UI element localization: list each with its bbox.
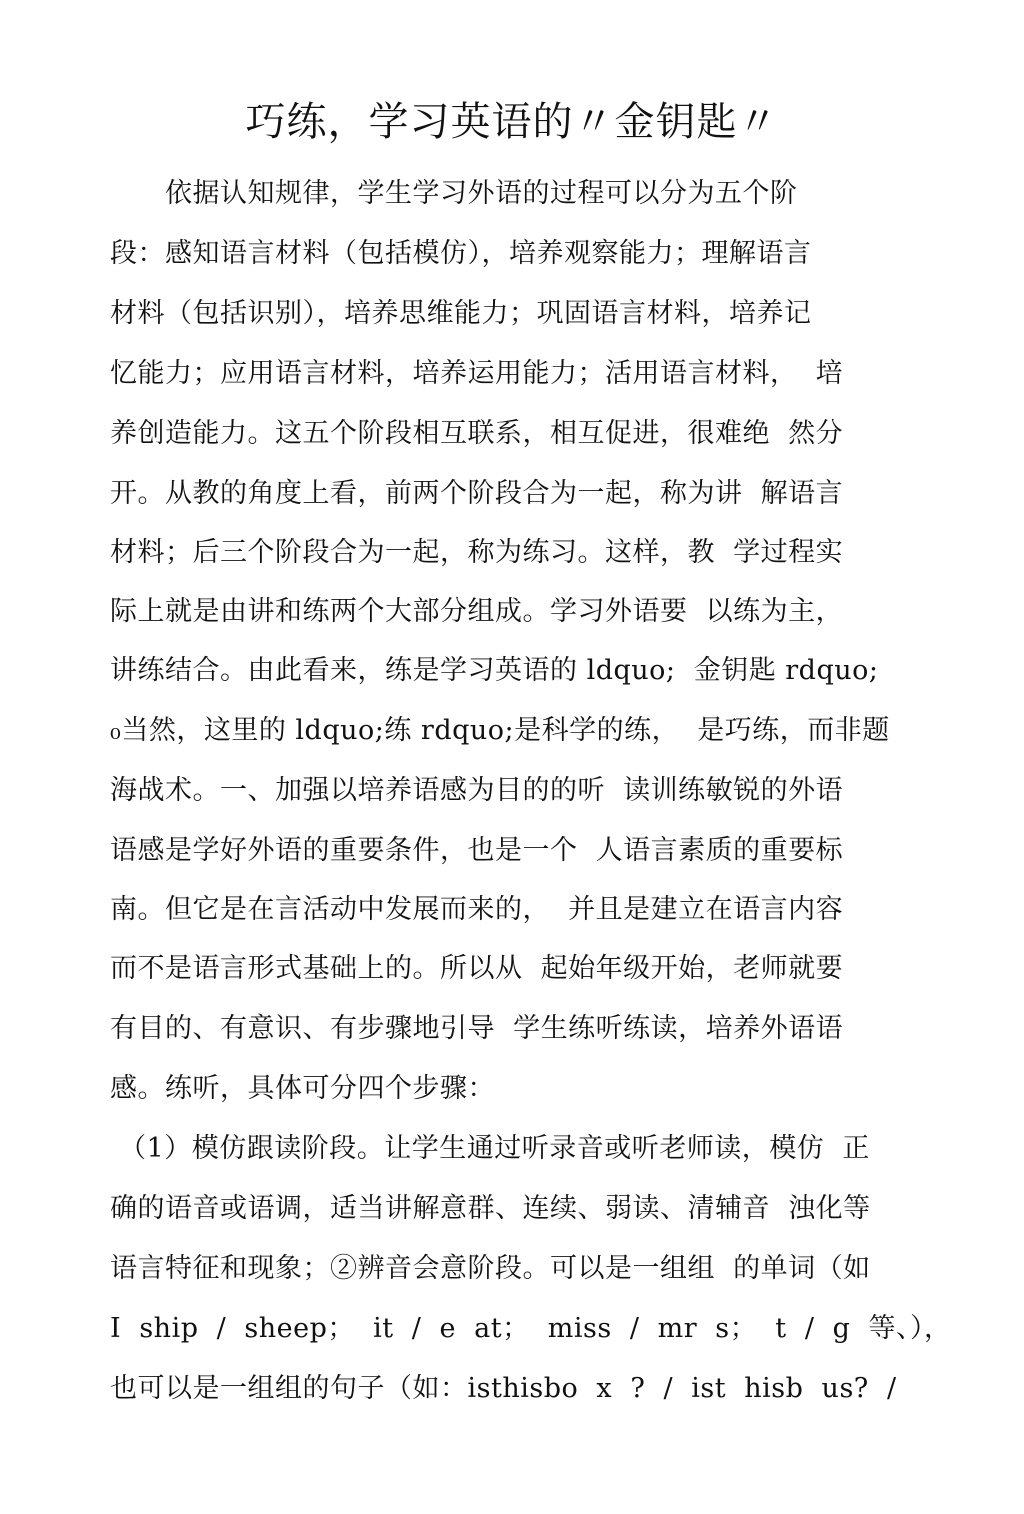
paragraph-line: 确的语音或语调，适当讲解意群、连续、弱读、清辅音 浊化等 [110, 1193, 871, 1224]
paragraph-line: 有目的、有意识、有步骤地引导 学生练听练读，培养外语语 [110, 1013, 844, 1044]
paragraph-line: 也可以是一组组的句子（如：isthisbo x ? / ist hisb us? / [110, 1373, 897, 1404]
paragraph-line: （1）模仿跟读阶段。让学生通过听录音或听老师读，模仿 正 [110, 1133, 870, 1164]
paragraph-line: 语言特征和现象；②辨音会意阶段。可以是一组组 的单词（如 [110, 1253, 871, 1284]
paragraph-line: 南。但它是在言活动中发展而来的， 并且是建立在语言内容 [110, 894, 844, 925]
paragraph-line: 开。从教的角度上看，前两个阶段合为一起，称为讲 解语言 [110, 478, 844, 509]
paragraph-line: ₀当然，这里的 ldquo;练 rdquo;是科学的练， 是巧练，而非题 [110, 715, 890, 746]
paragraph-line: 感。练听，具体可分四个步骤： [110, 1073, 495, 1104]
paragraph-line: 材料（包括识别），培养思维能力；巩固语言材料，培养记 [110, 298, 812, 329]
paragraph-line: 养创造能力。这五个阶段相互联系，相互促进，很难绝 然分 [110, 418, 844, 449]
paragraph-line: 段：感知语言材料（包括模仿），培养观察能力；理解语言 [110, 238, 812, 269]
paragraph-line: 依据认知规律，学生学习外语的过程可以分为五个阶 [110, 178, 798, 209]
paragraph-line: 海战术。一、加强以培养语感为目的的听 读训练敏锐的外语 [110, 775, 844, 806]
paragraph-line: 而不是语言形式基础上的。所以从 起始年级开始，老师就要 [110, 953, 844, 984]
paragraph-line: 际上就是由讲和练两个大部分组成。学习外语要 以练为主， [110, 596, 844, 627]
paragraph-line: 忆能力；应用语言材料，培养运用能力；活用语言材料， 培 [110, 358, 844, 389]
paragraph-line: 讲练结合。由此看来，练是学习英语的 ldquo; 金钥匙 rdquo; [110, 655, 879, 686]
paragraph-line: I ship / sheep； it / e at； miss / mr s； t / g 等、）， [110, 1313, 952, 1344]
paragraph-line: 材料；后三个阶段合为一起，称为练习。这样，教 学过程实 [110, 537, 844, 568]
document-title: 巧练，学习英语的〃金钥匙〃 [245, 99, 779, 145]
paragraph-line: 语感是学好外语的重要条件，也是一个 人语言素质的重要标 [110, 835, 844, 866]
